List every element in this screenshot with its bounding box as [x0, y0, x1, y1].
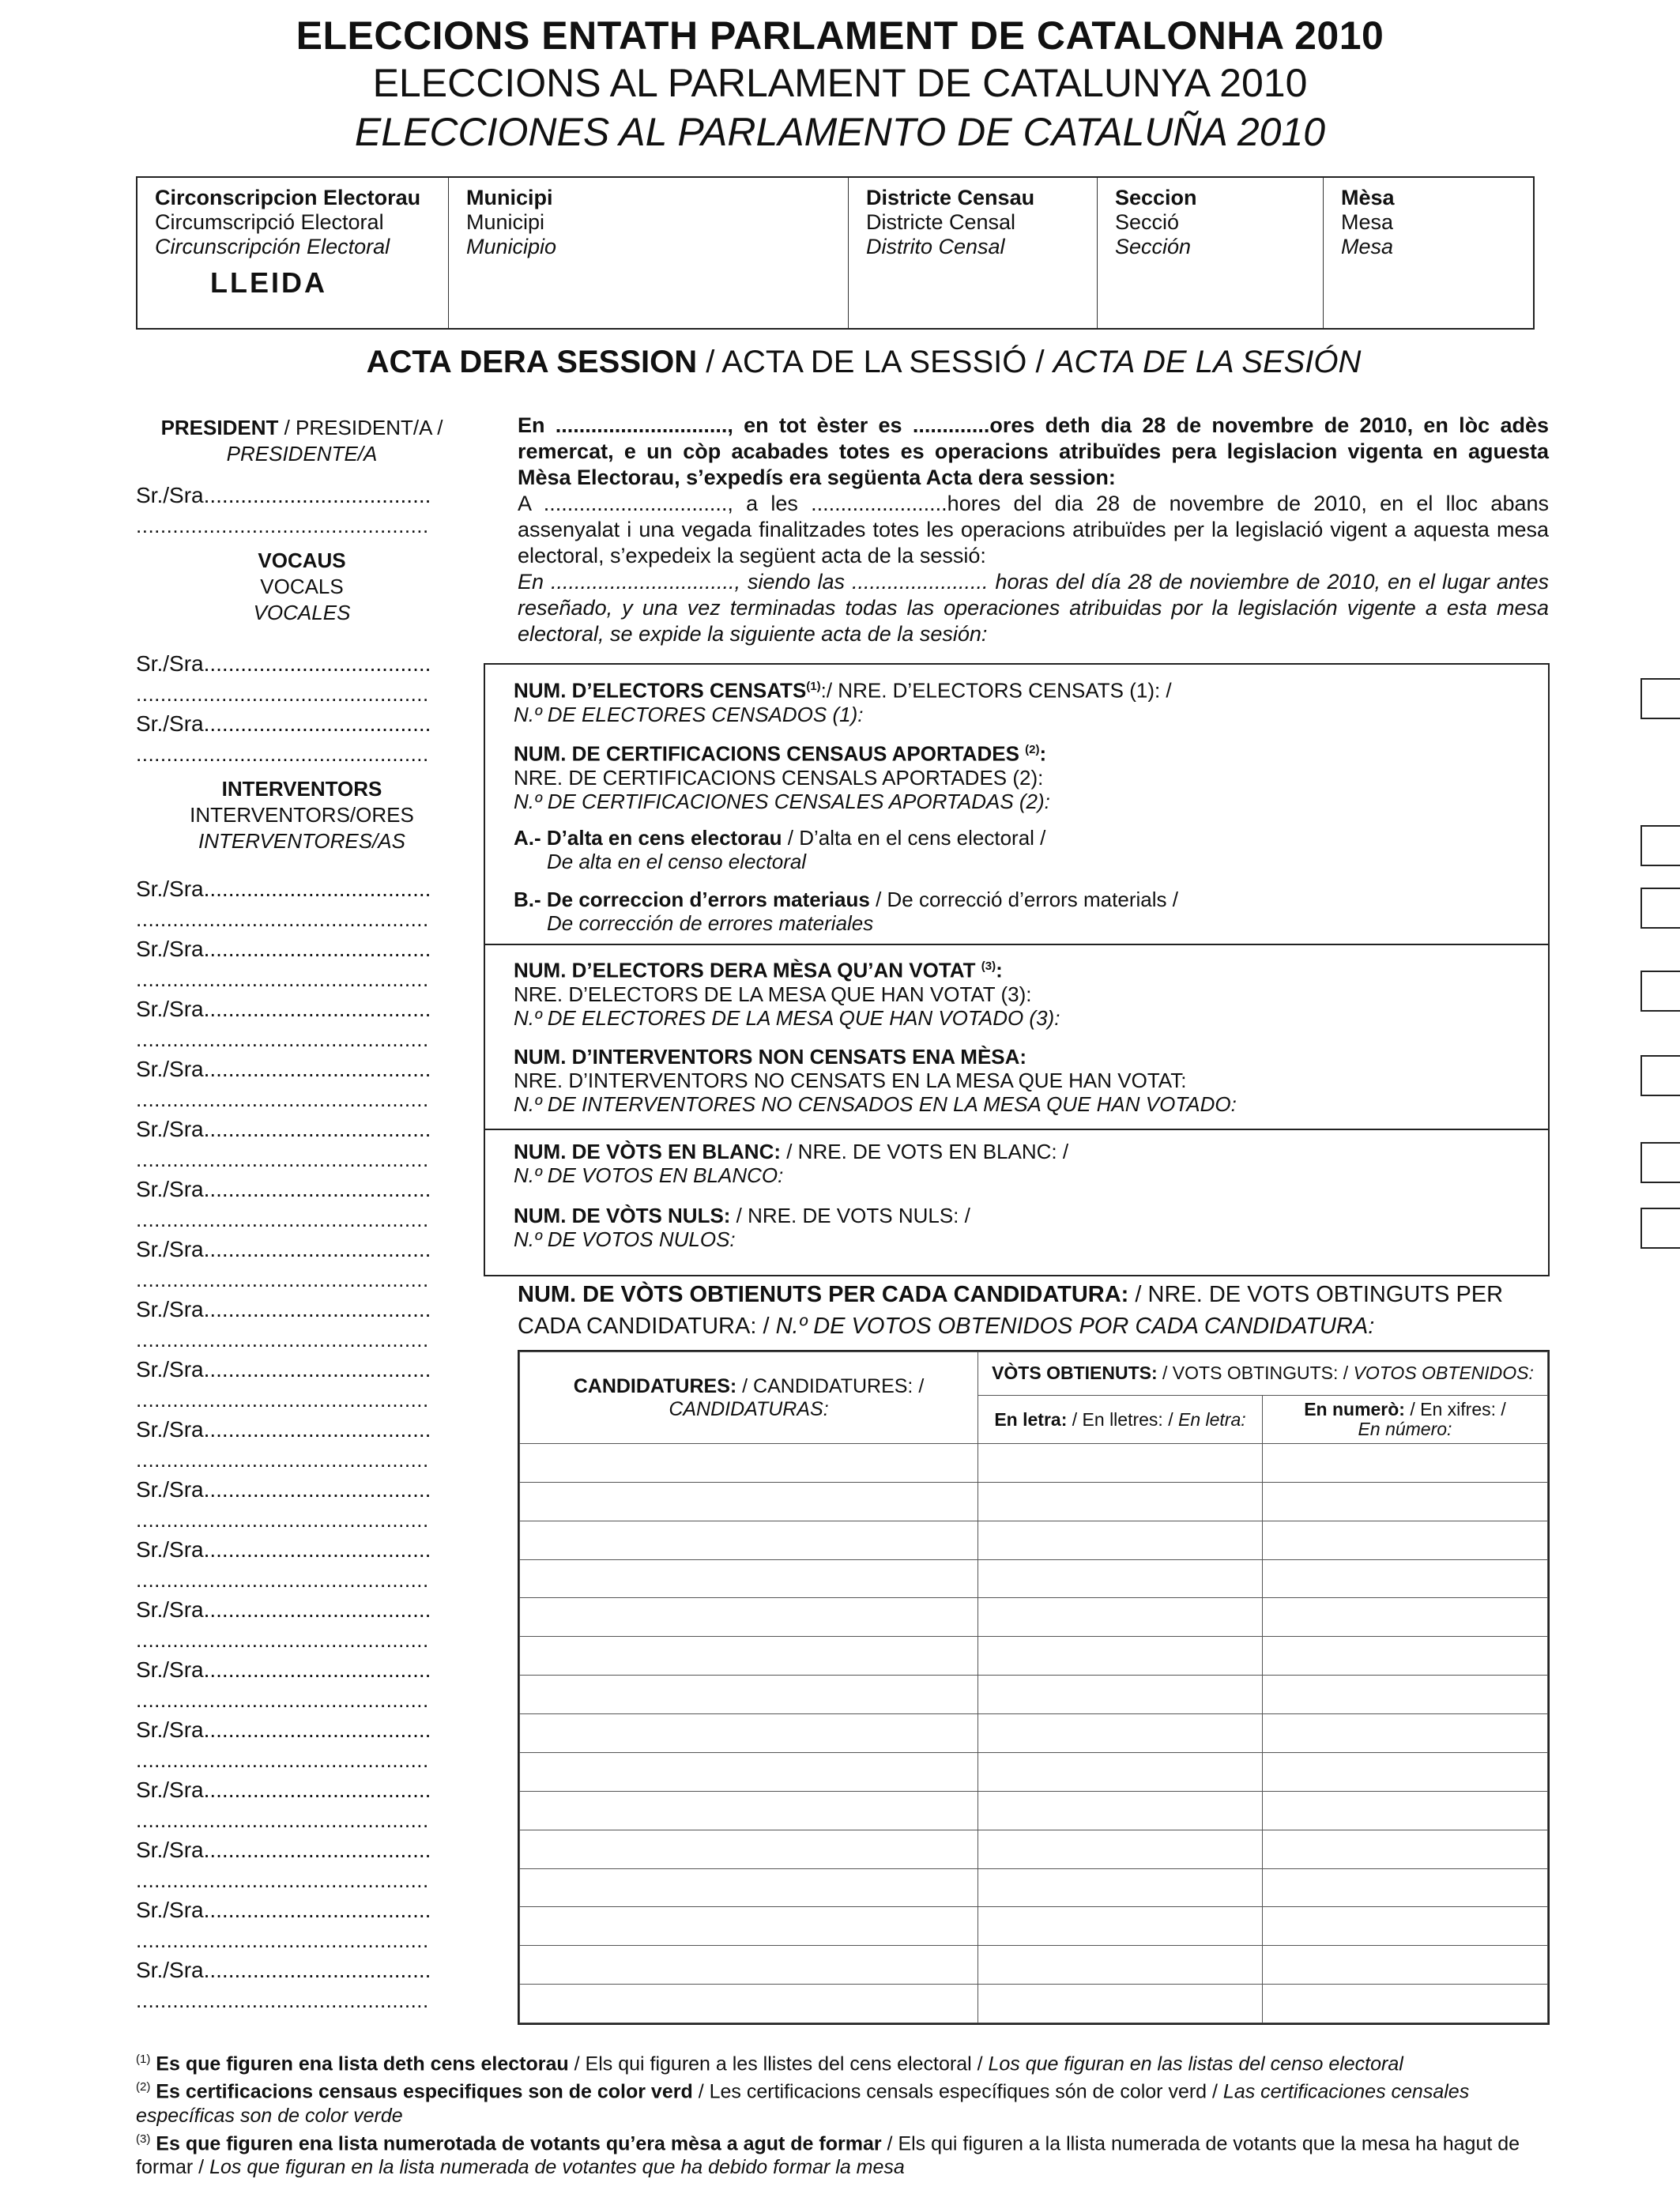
table-row	[520, 1946, 1548, 1985]
numero-cell[interactable]	[1263, 1444, 1548, 1483]
mesa-cell[interactable]	[1324, 178, 1533, 328]
table-row	[520, 1521, 1548, 1559]
cand-cell[interactable]	[520, 1714, 978, 1753]
sign-dots[interactable]: ................................................	[136, 1388, 429, 1412]
sign-dots[interactable]: ................................................	[136, 514, 429, 537]
nuls-field[interactable]	[1640, 1208, 1680, 1249]
sign-line[interactable]: Sr./Sra.....................................	[136, 937, 431, 961]
letra-column-header: En letra: / En lletres: / En letra:	[978, 1395, 1263, 1443]
cand-cell[interactable]	[520, 1637, 978, 1676]
correccion-field[interactable]	[1640, 888, 1680, 929]
noncensats-label: NUM. D’INTERVENTORS NON CENSATS ENA MÈSA: NRE. D’INTERVENTORS NO CENSATS EN LA MESA QUE HAN VOTAT: N.º DE INTERVENTORES NO CENSADOS EN LA MESA QUE HAN VOTADO:	[514, 1045, 1237, 1116]
sign-line[interactable]: Sr./Sra.....................................	[136, 1357, 431, 1382]
cand-cell[interactable]	[520, 1907, 978, 1946]
sign-line[interactable]: Sr./Sra.....................................	[136, 1898, 431, 1922]
municipi-label-oc: Municipi	[466, 186, 553, 209]
sign-dots[interactable]: ................................................	[136, 1268, 429, 1291]
votat-label: NUM. D’ELECTORS DERA MÈSA QU’AN VOTAT $^{(3)}$: NRE. D’ELECTORS DE LA MESA QUE HAN VOTAT (3): N.º DE ELECTORES DE LA MESA QUE HAN VOTADO (3):	[514, 958, 1060, 1030]
sign-dots[interactable]: ................................................	[136, 1628, 429, 1652]
numero-column-header: En numerò: / En xifres: / En número:	[1263, 1395, 1548, 1443]
municipi-cell[interactable]	[449, 178, 849, 328]
mesa-label-oc: Mèsa	[1341, 186, 1395, 209]
sign-line[interactable]: Sr./Sra.....................................	[136, 1597, 431, 1622]
letra-cell[interactable]	[978, 1598, 1263, 1637]
correccion-label: B.- De correccion d’errors materiaus / De correcció d’errors materials / De corrección de errores materiales	[514, 888, 1178, 935]
municipi-label-es: Municipio	[466, 235, 557, 258]
sign-dots[interactable]: ................................................	[136, 1508, 429, 1532]
sign-dots[interactable]: ................................................	[136, 1148, 429, 1171]
cand-cell[interactable]	[520, 1598, 978, 1637]
alta-field[interactable]	[1640, 825, 1680, 866]
sign-line[interactable]: Sr./Sra.....................................	[136, 1537, 431, 1562]
numero-cell[interactable]	[1263, 1791, 1548, 1830]
table-row	[520, 1598, 1548, 1637]
table-row	[520, 1482, 1548, 1521]
footnotes	[136, 2048, 1550, 2179]
sign-dots[interactable]: ................................................	[136, 1208, 429, 1231]
mesa-label-es: Mesa	[1341, 235, 1394, 258]
session-intro	[518, 413, 1549, 647]
circ-label-ca: Circumscripció Electoral	[155, 210, 384, 234]
session-title-es: ACTA DE LA SESIÓN	[1053, 345, 1362, 379]
sign-line[interactable]: Sr./Sra.....................................	[136, 1657, 431, 1682]
censats-label: NUM. D’ELECTORS CENSATS$^{(1)}$:/ NRE. D’ELECTORS CENSATS (1): / N.º DE ELECTORES CENSADOS (1):	[514, 678, 1172, 726]
sign-line[interactable]: Sr./Sra.....................................	[136, 876, 431, 901]
sign-dots[interactable]: ................................................	[136, 1027, 429, 1051]
cand-cell[interactable]	[520, 1791, 978, 1830]
districte-cell[interactable]	[849, 178, 1098, 328]
numero-cell[interactable]	[1263, 1521, 1548, 1559]
numero-cell[interactable]	[1263, 1752, 1548, 1791]
districte-label-oc: Districte Censau	[866, 186, 1035, 209]
letra-cell[interactable]	[978, 1907, 1263, 1946]
numero-cell[interactable]	[1263, 1985, 1548, 2023]
title-spanish: ELECCIONES AL PARLAMENTO DE CATALUÑA 2010	[354, 110, 1326, 154]
sign-line[interactable]: Sr./Sra.....................................	[136, 1417, 431, 1442]
letra-cell[interactable]	[978, 1637, 1263, 1676]
numero-cell[interactable]	[1263, 1559, 1548, 1598]
footnote-1: $^{(1)}$ Es que figuren ena lista deth cens electorau / Els qui figuren a les llistes del cens electoral / Los que figuran en las listas del censo electoral	[136, 2053, 1403, 2075]
footnote-3: $^{(3)}$ Es que figuren ena lista numerotada de votants qu’era mèsa a agut de formar / Els qui figuren a la llista numerada de votants que la mesa ha hagut de formar / Los que figuran en la lista numerada de votantes que ha debido formar la mesa	[136, 2132, 1520, 2178]
districte-label-ca: Districte Censal	[866, 210, 1016, 234]
blanc-field[interactable]	[1640, 1142, 1680, 1183]
sign-line[interactable]: Sr./Sra.....................................	[136, 651, 431, 676]
table-row	[520, 1907, 1548, 1946]
letra-cell[interactable]	[978, 1868, 1263, 1907]
circ-label-oc: Circonscripcion Electorau	[155, 186, 421, 209]
title-catalan: ELECCIONS AL PARLAMENT DE CATALUNYA 2010	[372, 61, 1308, 105]
blanc-label: NUM. DE VÒTS EN BLANC: / NRE. DE VOTS EN BLANC: / N.º DE VOTOS EN BLANCO:	[514, 1140, 1069, 1187]
table-row	[520, 1559, 1548, 1598]
vocals-heading	[136, 548, 468, 626]
table-row	[520, 1676, 1548, 1714]
noncensats-field[interactable]	[1640, 1055, 1680, 1096]
cand-cell[interactable]	[520, 1676, 978, 1714]
sign-dots[interactable]: ................................................	[136, 1688, 429, 1712]
cand-cell[interactable]	[520, 1830, 978, 1868]
members-column	[136, 415, 468, 2016]
sign-dots[interactable]: ................................................	[136, 907, 429, 931]
censats-field[interactable]	[1640, 678, 1680, 719]
letra-cell[interactable]	[978, 1676, 1263, 1714]
seccion-label-oc: Seccion	[1115, 186, 1197, 209]
sign-dots[interactable]: ................................................	[136, 742, 429, 766]
cand-cell[interactable]	[520, 1752, 978, 1791]
numero-cell[interactable]	[1263, 1676, 1548, 1714]
session-title-ca: / ACTA DE LA SESSIÓ /	[697, 345, 1053, 379]
president-oc: PRESIDENT	[160, 416, 279, 439]
cand-cell[interactable]	[520, 1868, 978, 1907]
sign-line[interactable]: Sr./Sra.....................................	[136, 1177, 431, 1201]
seccion-label-es: Sección	[1115, 235, 1192, 258]
votes-column-header: VÒTS OBTIENUTS: / VOTS OBTINGUTS: / VOTOS OBTENIDOS:	[978, 1352, 1548, 1396]
nuls-label: NUM. DE VÒTS NULS: / NRE. DE VOTS NULS: / N.º DE VOTOS NULOS:	[514, 1204, 970, 1251]
sign-line[interactable]: Sr./Sra.....................................	[136, 997, 431, 1021]
letra-cell[interactable]	[978, 1714, 1263, 1753]
table-row	[520, 1714, 1548, 1753]
alta-label: A.- D’alta en cens electorau / D’alta en el cens electoral / De alta en el censo electoral	[514, 826, 1046, 873]
table-row	[520, 1985, 1548, 2023]
intro-oc: En ............................., en tot èster es .............ores deth dia 28 de novembre de 2010, en lòc adès remercat, e un còp acabades totes es operacions atribuïdes pera legislacion vigenta en aguesta Mèsa Electorau, s’expedís era següenta Acta dera session:	[518, 413, 1549, 489]
numero-cell[interactable]	[1263, 1946, 1548, 1985]
interventors-es: INTERVENTORES/AS	[198, 829, 405, 853]
seccion-label-ca: Secció	[1115, 210, 1180, 234]
letra-cell[interactable]	[978, 1482, 1263, 1521]
sign-dots[interactable]: ................................................	[136, 967, 429, 991]
sign-line[interactable]: Sr./Sra.....................................	[136, 1117, 431, 1141]
circ-label-es: Circunscripción Electoral	[155, 235, 390, 258]
intro-es: En ..............................., siendo las ....................... horas del día 28 de noviembre de 2010, en el lugar antes reseñado, y una vez terminadas todas las operaciones atribuidas por la legislación vigente a esta mesa electoral, se expide la siguiente acta de la sesión:	[518, 570, 1549, 646]
numero-cell[interactable]	[1263, 1830, 1548, 1868]
letra-cell[interactable]	[978, 1559, 1263, 1598]
voters-section	[485, 945, 1548, 1130]
table-row	[520, 1752, 1548, 1791]
cand-cell[interactable]	[520, 1444, 978, 1483]
sign-dots[interactable]: ................................................	[136, 1568, 429, 1592]
session-title-oc: ACTA DERA SESSION	[366, 345, 698, 379]
votat-field[interactable]	[1640, 971, 1680, 1012]
table-row	[520, 1791, 1548, 1830]
title-aranes: ELECCIONS ENTATH PARLAMENT DE CATALONHA 2010	[296, 13, 1384, 58]
letra-cell[interactable]	[978, 1985, 1263, 2023]
president-es: PRESIDENTE/A	[226, 442, 378, 466]
cand-cell[interactable]	[520, 1985, 978, 2023]
numero-cell[interactable]	[1263, 1907, 1548, 1946]
sign-line[interactable]: Sr./Sra.....................................	[136, 1717, 431, 1742]
candidatures-heading: NUM. DE VÒTS OBTIENUTS PER CADA CANDIDATURA: / NRE. DE VOTS OBTINGUTS PER CADA CANDIDATURA: / N.º DE VOTOS OBTENIDOS POR CADA CANDIDATURA:	[518, 1282, 1504, 1339]
letra-cell[interactable]	[978, 1521, 1263, 1559]
sign-line[interactable]: Sr./Sra.....................................	[136, 1057, 431, 1081]
vocals-ca: VOCALS	[260, 575, 344, 598]
census-section	[485, 665, 1548, 945]
candidatures-table	[518, 1350, 1550, 2025]
sign-dots[interactable]: ................................................	[136, 682, 429, 706]
sign-dots[interactable]: ................................................	[136, 1088, 429, 1111]
numero-cell[interactable]	[1263, 1868, 1548, 1907]
letra-cell[interactable]	[978, 1752, 1263, 1791]
numero-cell[interactable]	[1263, 1637, 1548, 1676]
numero-cell[interactable]	[1263, 1598, 1548, 1637]
circumscription-cell[interactable]	[137, 178, 449, 328]
sign-line[interactable]: Sr./Sra.....................................	[136, 1237, 431, 1261]
letra-cell[interactable]	[978, 1791, 1263, 1830]
intro-ca: A ..............................., a les .......................hores del dia 28 de novembre de 2010, en el lloc abans assenyalat i una vegada finalitzades totes les operacions atribuïdes per la legislació vigent a aquesta mesa electoral, s’expedeix la següent acta de la sessió:	[518, 492, 1549, 567]
seccion-cell[interactable]	[1098, 178, 1324, 328]
letra-cell[interactable]	[978, 1946, 1263, 1985]
cand-cell[interactable]	[520, 1559, 978, 1598]
numero-cell[interactable]	[1263, 1714, 1548, 1753]
interventors-heading	[136, 776, 468, 854]
table-row	[520, 1830, 1548, 1868]
counts-box	[484, 663, 1550, 1276]
table-row	[520, 1868, 1548, 1907]
certs-label: NUM. DE CERTIFICACIONS CENSAUS APORTADES $^{(2)}$: NRE. DE CERTIFICACIONS CENSALS APORTADES (2): N.º DE CERTIFICACIONES CENSALES APORTADAS (2):	[514, 741, 1050, 813]
municipi-label-ca: Municipi	[466, 210, 545, 234]
sign-line[interactable]: Sr./Sra.....................................	[136, 1958, 431, 1982]
interventors-ca: INTERVENTORS/ORES	[190, 803, 414, 827]
cand-cell[interactable]	[520, 1482, 978, 1521]
table-row	[520, 1637, 1548, 1676]
letra-cell[interactable]	[978, 1444, 1263, 1483]
sign-dots[interactable]: ................................................	[136, 1748, 429, 1772]
cand-column-header: CANDIDATURES: / CANDIDATURES: / CANDIDATURAS:	[520, 1352, 978, 1444]
header-box	[136, 176, 1535, 330]
vocals-es: VOCALES	[253, 601, 351, 624]
sign-dots[interactable]: ................................................	[136, 1328, 429, 1351]
sign-line[interactable]: Sr./Sra.....................................	[136, 1477, 431, 1502]
sign-dots[interactable]: ................................................	[136, 1808, 429, 1832]
sign-dots[interactable]: ................................................	[136, 1928, 429, 1952]
districte-label-es: Distrito Censal	[866, 235, 1005, 258]
president-ca: / PRESIDENT/A /	[278, 416, 443, 439]
letra-cell[interactable]	[978, 1830, 1263, 1868]
sign-dots[interactable]: ................................................	[136, 1868, 429, 1892]
sign-dots[interactable]: ................................................	[136, 1448, 429, 1472]
cand-cell[interactable]	[520, 1521, 978, 1559]
sign-dots[interactable]: ................................................	[136, 1989, 429, 2012]
sign-line[interactable]: Sr./Sra.....................................	[136, 1297, 431, 1321]
sign-line[interactable]: Sr./Sra.....................................	[136, 711, 431, 736]
vocals-oc: VOCAUS	[258, 548, 346, 572]
footnote-2: $^{(2)}$ Es certificacions censaus especifiques son de color verd / Les certificacions censals específiques són de color verd / Las certificaciones censales específicas son de color verde	[136, 2080, 1470, 2127]
circ-value: LLEIDA	[210, 266, 327, 299]
numero-cell[interactable]	[1263, 1482, 1548, 1521]
cand-cell[interactable]	[520, 1946, 978, 1985]
session-title	[0, 345, 1680, 380]
interventors-oc: INTERVENTORS	[221, 777, 382, 801]
sign-line[interactable]: Sr./Sra.....................................	[136, 483, 431, 507]
blank-null-section	[485, 1130, 1548, 1276]
table-row	[520, 1444, 1548, 1483]
mesa-label-ca: Mesa	[1341, 210, 1394, 234]
president-heading	[136, 415, 468, 467]
sign-line[interactable]: Sr./Sra.....................................	[136, 1777, 431, 1802]
sign-line[interactable]: Sr./Sra.....................................	[136, 1838, 431, 1862]
